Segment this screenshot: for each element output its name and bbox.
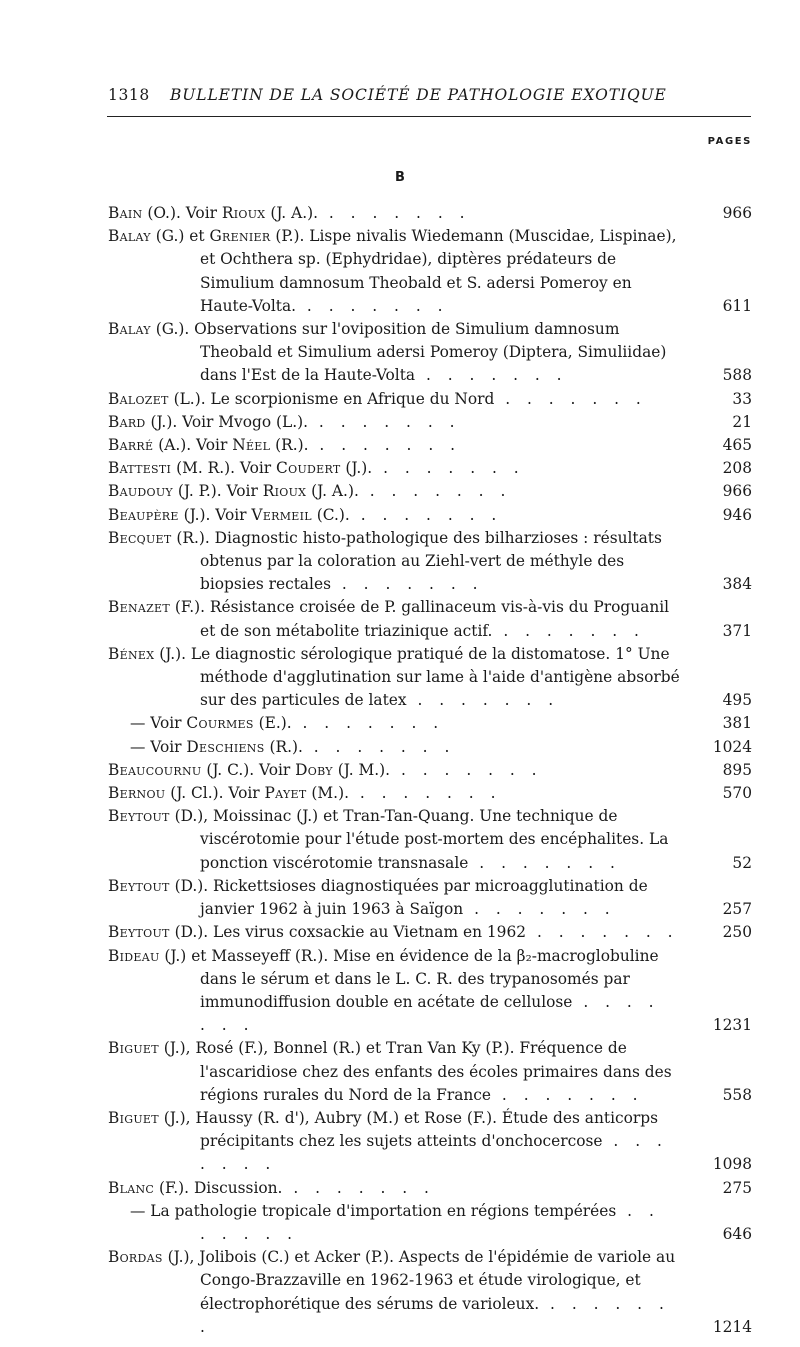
index-entry: [108, 643, 752, 713]
entry-author: Balay: [108, 227, 151, 246]
entry-referenced-author: Néel: [232, 436, 271, 455]
entry-text: [108, 529, 662, 593]
entry-referenced-author: Doby: [295, 760, 333, 779]
dot-leader: . . . . . . .: [302, 737, 456, 756]
index-entry: [108, 202, 752, 225]
entry-body: (O.). Voir: [142, 204, 222, 222]
page-number: 1318: [108, 86, 150, 104]
header-rule: [107, 116, 751, 117]
dot-leader: . . . . . . .: [200, 1201, 660, 1243]
entry-text: [108, 1039, 672, 1103]
entry-text: [108, 436, 461, 454]
index-entry: [108, 782, 752, 805]
index-entry: [108, 1107, 752, 1177]
entry-text: [108, 923, 679, 941]
entry-page-number: 946: [722, 505, 752, 524]
entry-body: (G.). Observations sur l'oviposition de Simulium damnosum Theobald et Simulium adersi Pomeroy (Diptera, Simuliidae) dans l'Est de la Haute-Volta: [150, 320, 667, 385]
entry-author: Becquet: [108, 528, 172, 547]
entry-body: (F.). Discussion.: [154, 1178, 283, 1197]
entry-page-number: 381: [722, 714, 752, 733]
entry-page-number: 558: [722, 1085, 752, 1104]
entry-author: Barré: [108, 436, 154, 455]
entry-tail: (J. A.).: [265, 204, 318, 222]
index-entry: [108, 945, 752, 1038]
entry-author: Biguet: [108, 1108, 159, 1127]
entry-referenced-author: Courmes: [186, 714, 254, 733]
entry-page-number: 646: [722, 1224, 752, 1243]
entry-author: Bénex: [108, 644, 155, 663]
entry-text: [108, 1248, 675, 1336]
entry-text: [108, 784, 501, 802]
entry-author: Beytout: [108, 923, 170, 942]
index-entry: [108, 875, 752, 921]
dot-leader: . . . . . . .: [468, 853, 621, 872]
entry-tail: (R.).: [270, 436, 309, 455]
entry-body: (J. Cl.). Voir: [165, 784, 265, 803]
entry-text: [108, 807, 668, 871]
entry-author: Beytout: [108, 876, 170, 895]
entry-text: [108, 877, 648, 918]
entry-page-number: 275: [722, 1178, 752, 1197]
entry-author: Beytout: [108, 807, 170, 826]
index-entry: [108, 1200, 752, 1246]
entry-text: [130, 714, 444, 732]
entry-referenced-author: Rioux: [262, 482, 307, 501]
entry-body: (J.), Rosé (F.), Bonnel (R.) et Tran Van Ky (P.). Fréquence de l'ascaridiose chez des enfants des écoles primaires dans des régions rurales du Nord de la France: [158, 1039, 672, 1104]
index-entry: [108, 411, 752, 434]
index-entries: [108, 202, 752, 1339]
dot-leader: . . . . . . .: [463, 900, 616, 919]
entry-tail: (M.).: [306, 784, 349, 803]
entry-author: Balay: [108, 320, 151, 339]
dot-leader: . . . . . . .: [331, 575, 484, 594]
dot-leader: . . . . . . .: [494, 389, 647, 408]
entry-author: —: [130, 737, 146, 756]
entry-page-number: 465: [722, 436, 752, 455]
entry-tail: (J. M.).: [332, 760, 391, 779]
dot-leader: . . . . . . .: [291, 714, 445, 733]
entry-page-number: 384: [722, 575, 752, 594]
dot-leader: . . . . . . .: [526, 923, 679, 942]
entry-author: Baudouy: [108, 482, 173, 501]
entry-body: (J. P.). Voir: [173, 482, 263, 501]
entry-text: [108, 598, 669, 639]
index-entry: [108, 596, 752, 642]
dot-leader: . . . . . . .: [200, 1132, 668, 1174]
entry-page-number: 52: [732, 853, 752, 872]
entry-author: Bain: [108, 204, 143, 222]
entry-author: —: [130, 714, 146, 733]
entry-text: [108, 1109, 668, 1173]
entry-body: (A.). Voir: [153, 436, 233, 455]
entry-text: [130, 738, 455, 756]
entry-text: [108, 506, 502, 524]
entry-tail: Mvogo (L.).: [218, 412, 309, 431]
entry-page-number: 208: [722, 459, 752, 478]
index-entry: [108, 759, 752, 782]
entry-author: Bideau: [108, 946, 160, 965]
entry-body: (J.). Voir: [145, 412, 219, 431]
entry-text: [108, 459, 525, 477]
index-entry: [108, 921, 752, 944]
entry-page-number: 588: [722, 366, 752, 385]
entry-text: [108, 761, 543, 779]
entry-page-number: 495: [722, 691, 752, 710]
dot-leader: . . . . . . .: [406, 691, 560, 710]
index-entry: [108, 1246, 752, 1339]
entry-body: (J.). Le diagnostic sérologique pratiqué de la distomatose. 1° Une méthode d'agglutination sur lame à l'aide d'antigène absorbé sur des particules de latex: [154, 644, 680, 710]
index-entry: [108, 1177, 752, 1200]
entry-body: (M. R.). Voir: [171, 459, 277, 478]
section-letter: B: [395, 170, 405, 185]
entry-author: Bernou: [108, 784, 166, 803]
entry-body: Voir: [145, 714, 187, 733]
entry-text: [108, 413, 461, 431]
entry-text: [130, 1202, 660, 1243]
entry-referenced-author: Grenier: [209, 227, 271, 246]
entry-body: (J.). Voir: [178, 505, 252, 524]
index-entry: [108, 225, 752, 318]
index-entry: [108, 457, 752, 480]
entry-referenced-author: Deschiens: [186, 737, 265, 756]
entry-tail: (J.).: [340, 459, 373, 478]
dot-leader: . . . . . . .: [308, 436, 462, 455]
entry-page-number: 966: [722, 482, 752, 501]
entry-text: [108, 320, 666, 384]
entry-author: Beaucournu: [108, 760, 202, 779]
entry-page-number: 611: [722, 296, 752, 315]
dot-leader: . . . . . . .: [390, 760, 543, 779]
entry-page-number: 257: [722, 900, 752, 919]
entry-page-number: 570: [722, 784, 752, 803]
entry-tail: (C.).: [311, 505, 350, 524]
dot-leader: . . . . . . .: [358, 482, 512, 501]
index-entry: [108, 480, 752, 503]
entry-text: [108, 1179, 435, 1197]
dot-leader: . . . . . . .: [296, 296, 449, 315]
entry-page-number: 371: [722, 621, 752, 640]
entry-page-number: 33: [732, 389, 752, 408]
entry-text: [108, 390, 647, 408]
dot-leader: . . . . . . .: [200, 1294, 670, 1336]
index-entry: [108, 527, 752, 597]
dot-leader: . . . . . . .: [200, 992, 660, 1035]
entry-referenced-author: Rioux: [221, 204, 266, 222]
entry-body: (F.). Résistance croisée de P. gallinaceum vis-à-vis du Proguanil et de son métabolite triazinique actif.: [170, 598, 670, 640]
dot-leader: . . . . . . .: [372, 459, 525, 478]
index-entry: [108, 805, 752, 875]
entry-tail: (J. A.).: [306, 482, 359, 501]
entry-page-number: 895: [722, 760, 752, 779]
entry-page-number: 250: [722, 923, 752, 942]
entry-text: [108, 645, 680, 709]
entry-referenced-author: Coudert: [276, 459, 341, 478]
entry-author: Benazet: [108, 598, 171, 617]
dot-leader: . . . . . . .: [282, 1178, 435, 1197]
dot-leader: . . . . . . .: [349, 505, 503, 524]
entry-body: (D.), Moissinac (J.) et Tran-Tan-Quang. Une technique de viscérotomie pour l'étude post-mortem des encéphalites. La ponction viscérotomie transnasale: [169, 807, 669, 872]
entry-tail: (R.).: [264, 737, 303, 756]
entry-text: [108, 947, 660, 1035]
entry-author: Bard: [108, 412, 146, 431]
entry-author: Balozet: [108, 389, 169, 408]
index-entry: [108, 712, 752, 735]
entry-page-number: 1231: [712, 1016, 752, 1035]
entry-page-number: 1024: [712, 737, 752, 756]
index-entry: [108, 318, 752, 388]
entry-body: (D.). Rickettsioses diagnostiquées par microagglutination de janvier 1962 à juin 1963 à Saïgon: [169, 876, 648, 919]
entry-body: (L.). Le scorpionisme en Afrique du Nord: [168, 389, 495, 408]
entry-author: —: [130, 1201, 146, 1220]
entry-author: Bordas: [108, 1248, 163, 1267]
entry-body: (J.) et Masseyeff (R.). Mise en évidence de la β₂-macroglobuline dans le sérum et dans le L. C. R. des trypanosomés par immunodiffusion double en acétate de cellulose: [159, 946, 659, 1011]
entry-body: (J.), Jolibois (C.) et Acker (P.). Aspects de l'épidémie de variole au Congo-Brazzaville en 1962-1963 et étude virologique, et électrophorétique des sérums de varioleux.: [162, 1248, 676, 1313]
entry-page-number: 21: [732, 412, 752, 431]
entry-author: Battesti: [108, 459, 172, 478]
entry-text: [108, 482, 511, 500]
entry-page-number: 1214: [712, 1317, 752, 1336]
entry-text: [108, 227, 676, 315]
entry-author: Beaupère: [108, 505, 179, 524]
index-entry: [108, 434, 752, 457]
entry-body: La pathologie tropicale d'importation en régions tempérées: [145, 1201, 617, 1220]
entry-body: (J. C.). Voir: [201, 760, 296, 779]
running-header: [108, 86, 752, 104]
pages-column-label: PAGES: [707, 136, 752, 147]
entry-referenced-author: Vermeil: [251, 505, 312, 524]
index-entry: [108, 504, 752, 527]
dot-leader: . . . . . . .: [415, 366, 568, 385]
entry-body: Voir: [145, 737, 187, 756]
dot-leader: . . . . . . .: [491, 1085, 644, 1104]
entry-body: (G.) et: [150, 227, 210, 246]
entry-page-number: 966: [722, 204, 752, 222]
entry-body: (R.). Diagnostic histo-pathologique des bilharzioses : résultats obtenus par la coloration au Ziehl-vert de méthyle des biopsies rectales: [171, 528, 662, 594]
dot-leader: . . . . . . .: [308, 412, 461, 431]
entry-referenced-author: Payet: [264, 784, 307, 803]
index-entry: [108, 736, 752, 759]
index-entry: [108, 1037, 752, 1107]
entry-body: (J.), Haussy (R. d'), Aubry (M.) et Rose (F.). Étude des anticorps précipitants chez les sujets atteints d'onchocercose: [158, 1108, 658, 1151]
entry-author: Biguet: [108, 1039, 159, 1058]
entry-page-number: 1098: [712, 1155, 752, 1174]
entry-tail: (E.).: [253, 714, 292, 733]
entry-body: (D.). Les virus coxsackie au Vietnam en 1962: [169, 923, 527, 942]
journal-title: BULLETIN DE LA SOCIÉTÉ DE PATHOLOGIE EXOTIQUE: [170, 86, 667, 104]
entry-text: [108, 204, 471, 222]
index-entry: [108, 388, 752, 411]
entry-tail: (P.). Lispe nivalis Wiedemann (Muscidae, Lispinae), et Ochthera sp. (Ephydridae), diptères prédateurs de Simulium damnosum Theobald et S. adersi Pomeroy en Haute-Volta.: [200, 227, 677, 315]
dot-leader: . . . . . . .: [492, 621, 645, 640]
dot-leader: . . . . . . .: [348, 784, 502, 803]
entry-author: Blanc: [108, 1178, 155, 1197]
dot-leader: . . . . . . .: [318, 204, 471, 222]
